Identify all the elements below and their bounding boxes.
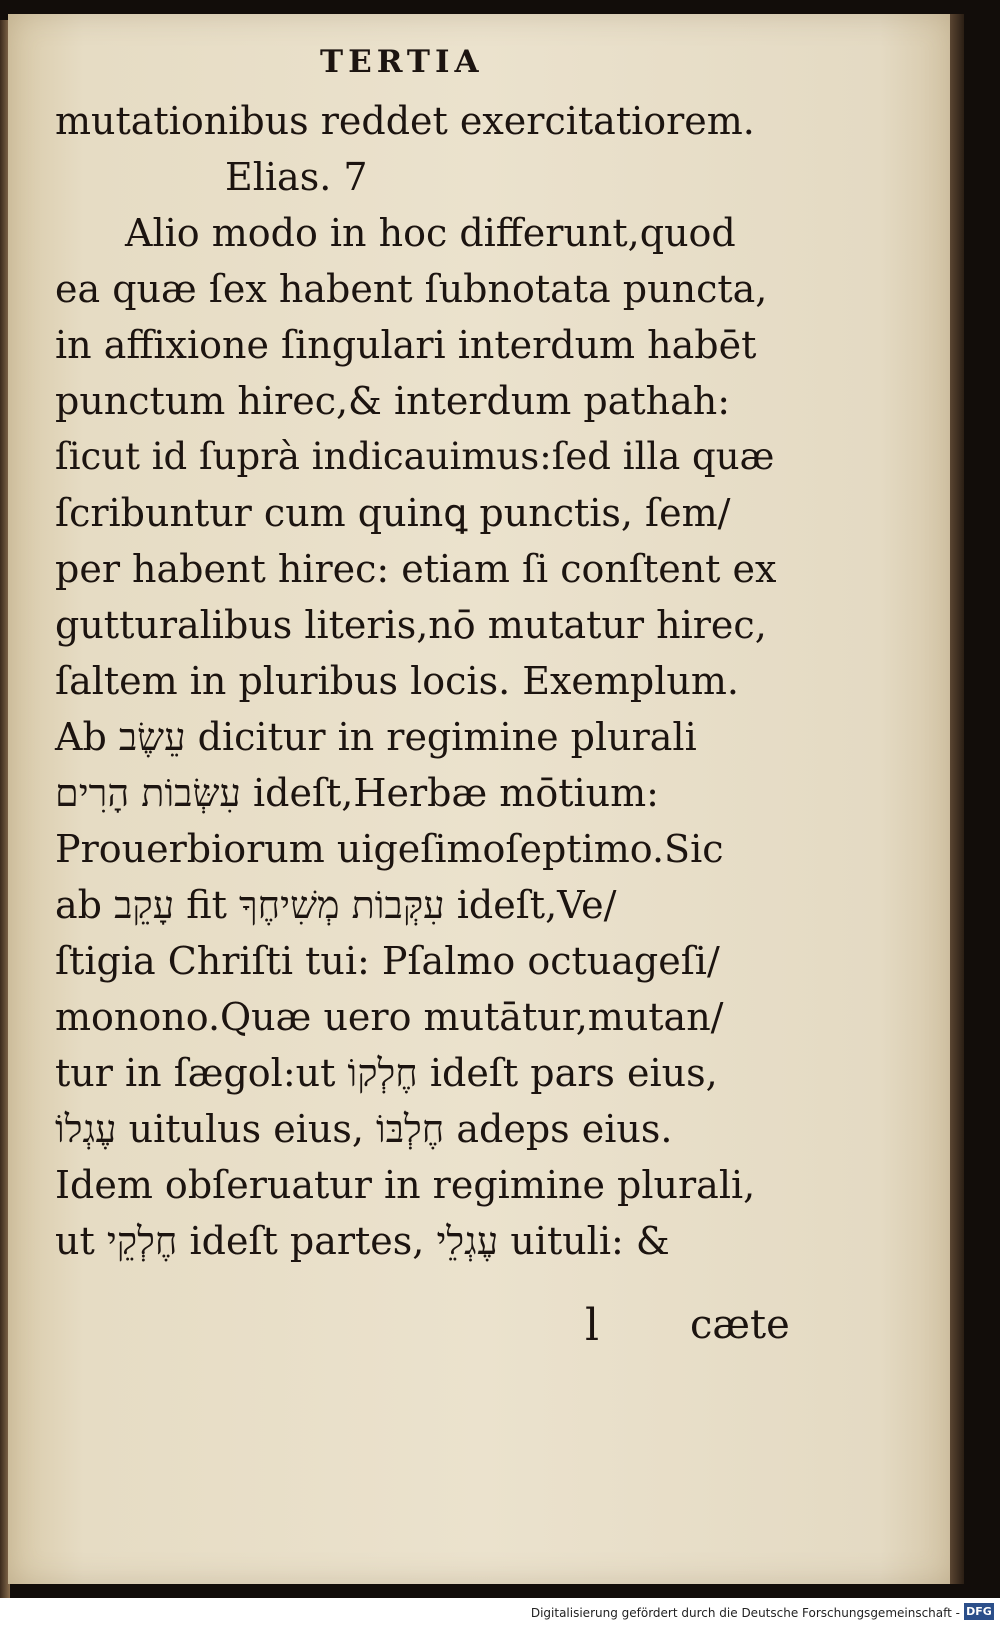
text-line: ſicut id ſuprà indicauimus:ſed illa quæ: [55, 435, 775, 478]
signature-mark: l: [585, 1300, 600, 1351]
text-line: Ab עֵשֶׂב dicitur in regimine plurali: [55, 715, 697, 759]
catchword: cæte: [690, 1302, 790, 1348]
text-line: gutturalibus literis,nō mutatur hirec,: [55, 603, 767, 647]
text-line: Elias. 7: [225, 155, 368, 199]
text-line: in affixione ſingulari interdum habēt: [55, 323, 757, 367]
text-line: tur in ſægol:ut חֶלְקוֹ ideſt pars eius,: [55, 1051, 718, 1095]
text-line: ſaltem in pluribus locis. Exemplum.: [55, 659, 739, 703]
running-head: TERTIA: [320, 44, 484, 80]
text-line: עֶגְלוֹ uitulus eius, חֶלְבּוֹ adeps eius.: [55, 1107, 673, 1151]
text-line: ea quæ ſex habent ſubnotata puncta,: [55, 267, 768, 311]
text-line: ut חֶלְקֵי ideſt partes, עֶגְלֵי uituli: &: [55, 1219, 670, 1263]
text-line: monono.Quæ uero mutātur,mutan/: [55, 995, 724, 1039]
footer-credit: Digitalisierung gefördert durch die Deutsche Forschungsgemeinschaft -: [530, 1606, 960, 1620]
page-edge: [950, 14, 964, 1584]
dfg-logo: DFG: [964, 1603, 994, 1620]
text-line: ſtigia Chriſti tui: Pſalmo octuageſi/: [55, 939, 720, 983]
text-line: Prouerbiorum uigeſimoſeptimo.Sic: [55, 827, 724, 871]
text-line: per habent hirec: etiam ſi conſtent ex: [55, 547, 777, 591]
text-line: Alio modo in hoc differunt,quod: [125, 211, 736, 255]
text-line: Idem obſeruatur in regimine plurali,: [55, 1163, 756, 1207]
text-line: mutationibus reddet exercitatiorem.: [55, 99, 755, 143]
text-line: ſcribuntur cum quinꝗ punctis, ſem/: [55, 491, 731, 535]
text-line: punctum hirec,& interdum pathah:: [55, 379, 731, 423]
text-line: ab עָקֵב fit עִקְּבוֹת מְשִׁיחֶךָ ideſt,Ve/: [55, 883, 617, 927]
text-line: עִשְּׂבוֹת הָרִים ideſt,Herbæ mōtium:: [55, 771, 659, 815]
